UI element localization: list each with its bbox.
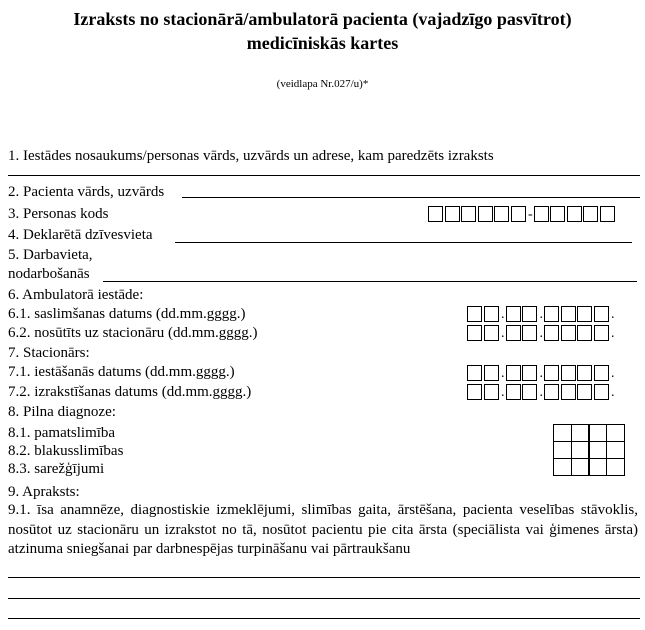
item-7-1-label: 7.1. iestāšanās datums (dd.mm.gggg.) [8, 364, 235, 380]
separator: . [611, 385, 615, 400]
digit-box[interactable] [561, 384, 576, 400]
item-8-2-label: 8.2. blakusslimības [8, 443, 124, 459]
personal-code-boxes[interactable] [428, 206, 616, 222]
item-5-label: 5. Darbavieta, [8, 247, 93, 263]
digit-box[interactable] [484, 365, 499, 381]
digit-box[interactable] [594, 384, 609, 400]
digit-box[interactable] [550, 206, 565, 222]
digit-box[interactable] [428, 206, 443, 222]
separator: . [539, 366, 543, 381]
digit-box[interactable] [544, 384, 559, 400]
referral-date-boxes[interactable] [467, 325, 616, 341]
item-4-label: 4. Deklarētā dzīvesvieta [8, 227, 153, 243]
item-7-label: 7. Stacionārs: [8, 345, 90, 361]
code-box[interactable] [571, 441, 590, 459]
item-5-label-2: nodarbošanās [8, 266, 90, 282]
separator: - [528, 207, 533, 222]
digit-box[interactable] [506, 365, 521, 381]
code-box[interactable] [553, 441, 572, 459]
title-line-1: Izraksts no stacionārā/ambulatorā pacienta (vajadzīgo pasvītrot) [73, 9, 572, 29]
item-9-1-text: 9.1. īsa anamnēze, diagnostiskie izmeklējumi, slimības gaita, ārstēšana, pacienta veselības stāvoklis, nosūtot uz stacionāru un izrakstot no tā, nosūtot pacientu pie cita ārsta (speciālista vai ģimenes ārsta) atzinuma sniegšanai par darbnespējas turpināšanu vai pārtraukšanu [8, 502, 638, 557]
item-6-2-label: 6.2. nosūtīts uz stacionāru (dd.mm.gggg.) [8, 325, 258, 341]
item-8-1-label: 8.1. pamatslimība [8, 425, 116, 441]
digit-box[interactable] [577, 325, 592, 341]
digit-box[interactable] [561, 325, 576, 341]
separator: . [501, 385, 505, 400]
digit-box[interactable] [544, 325, 559, 341]
code-box[interactable] [553, 424, 572, 442]
discharge-date-boxes[interactable] [467, 384, 616, 400]
separator: . [611, 307, 615, 322]
item-7-2-label: 7.2. izrakstīšanas datums (dd.mm.gggg.) [8, 384, 252, 400]
digit-box[interactable] [467, 306, 482, 322]
digit-box[interactable] [511, 206, 526, 222]
item-3-label: 3. Personas kods [8, 206, 109, 222]
digit-box[interactable] [534, 206, 549, 222]
description-line-3[interactable] [8, 618, 640, 619]
illness-date-boxes[interactable] [467, 306, 616, 322]
comorbidity-code-boxes[interactable] [553, 441, 623, 458]
item-2-label: 2. Pacienta vārds, uzvārds [8, 184, 165, 200]
code-box[interactable] [588, 458, 607, 476]
digit-box[interactable] [467, 325, 482, 341]
item-1-label: 1. Iestādes nosaukums/personas vārds, uzvārds un adrese, kam paredzēts izraksts [8, 148, 494, 164]
digit-box[interactable] [522, 306, 537, 322]
digit-box[interactable] [461, 206, 476, 222]
digit-box[interactable] [522, 365, 537, 381]
item-8-3-label: 8.3. sarežģījumi [8, 461, 105, 477]
digit-box[interactable] [577, 306, 592, 322]
digit-box[interactable] [544, 306, 559, 322]
separator: . [501, 366, 505, 381]
code-box[interactable] [553, 458, 572, 476]
item-9-label: 9. Apraksts: [8, 484, 80, 500]
digit-box[interactable] [567, 206, 582, 222]
digit-box[interactable] [561, 365, 576, 381]
item-6-1-label: 6.1. saslimšanas datums (dd.mm.gggg.) [8, 306, 246, 322]
digit-box[interactable] [594, 325, 609, 341]
item-8-label: 8. Pilna diagnoze: [8, 404, 116, 420]
digit-box[interactable] [544, 365, 559, 381]
code-box[interactable] [588, 441, 607, 459]
digit-box[interactable] [583, 206, 598, 222]
complications-code-boxes[interactable] [553, 458, 623, 475]
form-id: (veidlapa Nr.027/u)* [276, 78, 369, 90]
separator: . [539, 307, 543, 322]
main-diagnosis-code-boxes[interactable] [553, 424, 623, 441]
digit-box[interactable] [467, 365, 482, 381]
description-line-1[interactable] [8, 577, 640, 578]
digit-box[interactable] [445, 206, 460, 222]
digit-box[interactable] [484, 384, 499, 400]
digit-box[interactable] [484, 306, 499, 322]
item-1-field[interactable] [8, 175, 640, 176]
code-box[interactable] [571, 458, 590, 476]
digit-box[interactable] [506, 384, 521, 400]
digit-box[interactable] [494, 206, 509, 222]
workplace-field[interactable] [103, 281, 637, 282]
digit-box[interactable] [577, 384, 592, 400]
code-box[interactable] [606, 441, 625, 459]
separator: . [501, 326, 505, 341]
digit-box[interactable] [594, 365, 609, 381]
patient-name-field[interactable] [182, 197, 640, 198]
digit-box[interactable] [478, 206, 493, 222]
title-line-2: medicīniskās kartes [246, 33, 399, 53]
separator: . [539, 326, 543, 341]
admission-date-boxes[interactable] [467, 365, 616, 381]
digit-box[interactable] [522, 325, 537, 341]
description-line-2[interactable] [8, 598, 640, 599]
digit-box[interactable] [561, 306, 576, 322]
separator: . [611, 366, 615, 381]
digit-box[interactable] [600, 206, 615, 222]
separator: . [539, 385, 543, 400]
separator: . [501, 307, 505, 322]
digit-box[interactable] [467, 384, 482, 400]
digit-box[interactable] [484, 325, 499, 341]
code-box[interactable] [588, 424, 607, 442]
digit-box[interactable] [506, 325, 521, 341]
item-6-label: 6. Ambulatorā iestāde: [8, 287, 144, 303]
digit-box[interactable] [522, 384, 537, 400]
digit-box[interactable] [594, 306, 609, 322]
code-box[interactable] [606, 424, 625, 442]
separator: . [611, 326, 615, 341]
code-box[interactable] [571, 424, 590, 442]
code-box[interactable] [606, 458, 625, 476]
residence-field[interactable] [175, 242, 632, 243]
digit-box[interactable] [577, 365, 592, 381]
digit-box[interactable] [506, 306, 521, 322]
